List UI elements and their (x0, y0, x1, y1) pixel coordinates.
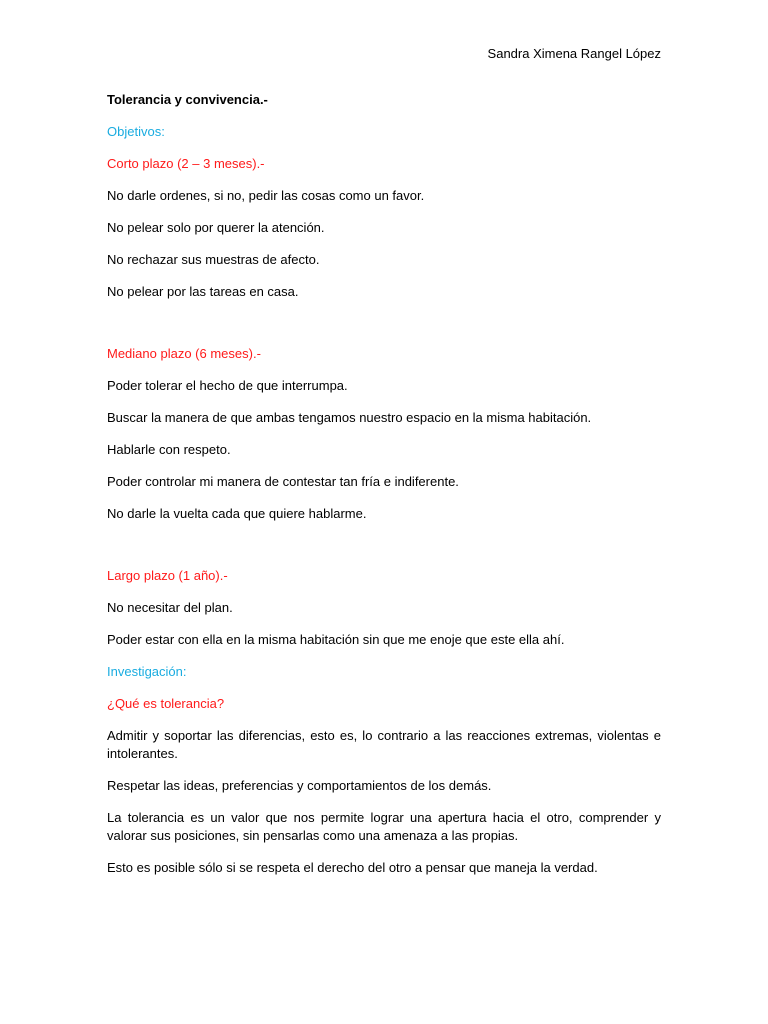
medium-term-item: Poder tolerar el hecho de que interrumpa. (107, 378, 348, 393)
medium-term-item: Hablarle con respeto. (107, 442, 231, 457)
short-term-item: No darle ordenes, si no, pedir las cosas como un favor. (107, 188, 425, 203)
long-term-item: Poder estar con ella en la misma habitación sin que me enoje que este ella ahí. (107, 632, 565, 647)
question-heading: ¿Qué es tolerancia? (107, 696, 225, 711)
research-paragraph: La tolerancia es un valor que nos permite lograr una apertura hacia el otro, comprender y valorar sus posiciones, sin pensarlas como una amenaza a las propias. (107, 810, 661, 843)
medium-term-heading: Mediano plazo (6 meses).- (107, 346, 261, 361)
long-term-item: No necesitar del plan. (107, 600, 233, 615)
paragraph-spacer (107, 315, 661, 345)
short-term-item: No pelear solo por querer la atención. (107, 220, 325, 235)
medium-term-item: No darle la vuelta cada que quiere hablarme. (107, 506, 367, 521)
author-name: Sandra Ximena Rangel López (487, 46, 661, 61)
short-term-item: No pelear por las tareas en casa. (107, 284, 299, 299)
document-title: Tolerancia y convivencia.- (107, 92, 268, 107)
research-paragraph: Admitir y soportar las diferencias, esto es, lo contrario a las reacciones extremas, violentas e intolerantes. (107, 728, 661, 761)
objectives-heading: Objetivos: (107, 124, 165, 139)
medium-term-item: Poder controlar mi manera de contestar tan fría e indiferente. (107, 474, 459, 489)
paragraph-spacer (107, 537, 661, 567)
research-heading: Investigación: (107, 664, 187, 679)
medium-term-item: Buscar la manera de que ambas tengamos nuestro espacio en la misma habitación. (107, 410, 592, 425)
research-paragraph: Respetar las ideas, preferencias y comportamientos de los demás. (107, 778, 492, 793)
document-body (107, 91, 661, 891)
long-term-heading: Largo plazo (1 año).- (107, 568, 228, 583)
short-term-item: No rechazar sus muestras de afecto. (107, 252, 320, 267)
short-term-heading: Corto plazo (2 – 3 meses).- (107, 156, 265, 171)
research-paragraph: Esto es posible sólo si se respeta el derecho del otro a pensar que maneja la verdad. (107, 860, 598, 875)
